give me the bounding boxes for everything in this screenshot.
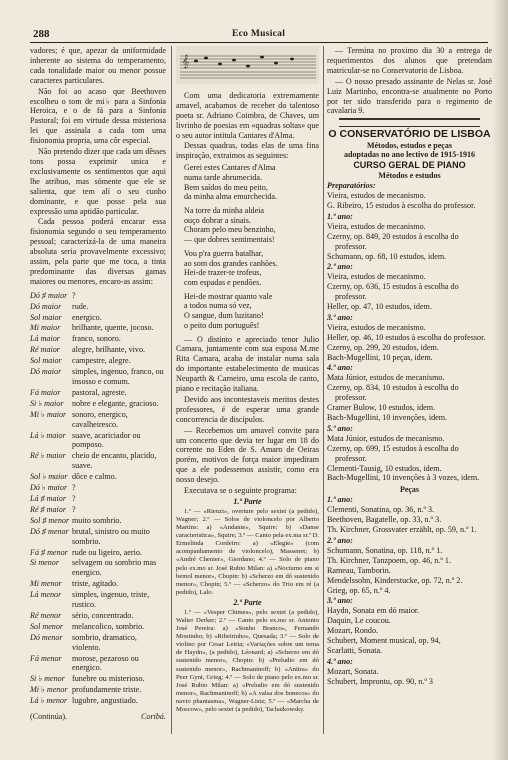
tonality-character: cheio de encanto, placido, suave.	[72, 451, 157, 471]
year-label: 5.º ano:	[327, 423, 353, 433]
column-right	[327, 46, 492, 687]
paragraph: Não pretendo dizer que cada um dêsses tons possa exprimir unica e exclusivamente os sentimentos que aqui lhe atribuo, mas sómente que ele se salienta, que tem alí o seu cunho dominante, e que posse pela sua expressão uma aptidão particular.	[30, 147, 166, 216]
tonality-key: Mi ♭ menor	[30, 685, 68, 695]
tonality-key: Mi ♭ maior	[30, 409, 67, 419]
section-title: O CONSERVATÓRIO DE LISBOA	[328, 128, 491, 141]
tonality-row	[30, 367, 166, 387]
course-item: Daquin, Le coucou.	[327, 616, 391, 626]
verse-line: Gerei estes Cantares d'Alma	[184, 163, 276, 173]
course-item: Schumann, Sonatina, op. 118, n.º 1.	[327, 545, 443, 555]
year-label: 3.º ano:	[327, 312, 353, 322]
tonality-key: Dó maior	[30, 367, 62, 377]
journal-title: Eco Musical	[232, 29, 286, 39]
course-item: Schubert, Improntu, op. 90, n.º 3	[327, 676, 433, 686]
page-header	[0, 28, 508, 42]
tonality-key: Sol ♯ menor	[30, 515, 70, 525]
tonality-row	[30, 410, 166, 430]
verse-line: Hei-de trazer-te trofeus,	[184, 268, 262, 278]
course-item: Haydn, Sonata em dó maior.	[327, 606, 420, 616]
verse-line: numa tarde abrumecida.	[184, 172, 262, 182]
tonality-key: Dó menor	[30, 632, 63, 642]
tonality-key: Dó maior	[30, 301, 62, 311]
course-item: Schubert, Moment musical, op. 94,	[327, 636, 441, 646]
music-score-image	[176, 46, 319, 84]
course-item: Bach-Mugellini, 10 peças, idem.	[327, 352, 433, 362]
tonality-character: brilhante, quente, jocoso.	[72, 323, 154, 333]
year-label: Preparatórios:	[327, 181, 376, 191]
tonality-row	[30, 483, 166, 493]
tonality-key: Mi menor	[30, 579, 62, 589]
tonality-row	[30, 494, 166, 504]
verse-line: com espadas e pendões.	[184, 277, 262, 287]
course-item: Czerny, op. 834, 10 estudos à escolha do professor.	[327, 383, 459, 403]
tonality-character: simples, ingenuo, triste, rustico.	[72, 590, 150, 610]
tonality-key: Lá menor	[30, 590, 62, 600]
course-item: Schumann, op. 68, 10 estudos, idem.	[327, 251, 447, 261]
tonality-character: nobre e elegante, gracioso.	[72, 398, 159, 408]
tonality-row	[30, 654, 166, 674]
paragraph: Devido aos incontestaveis meritos destes professores, é de esperar uma grande concorrencia de discípulos.	[176, 394, 319, 424]
subsection-title: Métodos e estudos	[378, 171, 441, 181]
tonality-character: ?	[72, 493, 76, 503]
paragraph: Com uma dedicatoria extremamente amavel, acabamos de receber do talentoso poeta sr. Adriano Coimbra, de Chaves, um livrinho de poesias em «quadras soltas» que o seu autor intitula Cantares d'Alma.	[176, 90, 319, 140]
tonality-character: ?	[72, 504, 76, 514]
tonality-row	[30, 548, 166, 558]
tonality-row	[30, 527, 166, 547]
tonality-key: Sol ♭ maior	[30, 472, 68, 482]
tonality-row	[30, 313, 166, 323]
svg-text:𝄞: 𝄞	[182, 54, 190, 68]
course-item: G. Ribeiro, 15 estudos à escolha do professor.	[327, 200, 476, 210]
course-item: Mendelssohn, Kinderstucke, op. 72, n.º 2.	[327, 575, 463, 585]
year-label: 2.º ano:	[327, 535, 353, 545]
verse-stanza	[184, 206, 319, 245]
section-subtitle: adoptadas no ano lectivo de 1915-1916	[344, 150, 475, 160]
verse-line: Vou p'ra guerra batalhar,	[184, 248, 264, 258]
tonality-row	[30, 291, 166, 301]
tonality-character: suave, acariciador ou pomposo.	[72, 430, 141, 450]
section-subtitle: Métodos, estudos e peças	[367, 141, 452, 151]
ornamental-rule	[339, 118, 480, 127]
tonality-key: Lá ♭ menor	[30, 696, 68, 706]
course-item: Clementi-Tausig, 10 estudos, idem.	[327, 463, 442, 473]
course-item: Czerny, op. 299, 20 estudos, idem.	[327, 342, 439, 352]
tonality-row	[30, 334, 166, 344]
tonality-key: Lá maior	[30, 334, 60, 344]
course-item: Vieira, estudos de mecanismo.	[327, 221, 426, 231]
course-item: Vieira, estudos de mecanismo.	[327, 191, 426, 201]
course-item: Vieira, estudos de mecanismo.	[327, 322, 426, 332]
tonality-key: Dó ♭ maior	[30, 483, 68, 493]
tonality-row	[30, 685, 166, 695]
tonality-row	[30, 388, 166, 398]
tonality-character: triste, agitado.	[72, 579, 119, 589]
tonality-key: Fá menor	[30, 653, 62, 663]
tonality-key: Fá maior	[30, 387, 61, 397]
tonality-row	[30, 472, 166, 482]
column-divider	[171, 46, 172, 734]
tonality-row	[30, 696, 166, 706]
tonality-character: lugubre, angustiado.	[72, 696, 138, 706]
course-item: Bach-Mugellini, 10 invenções, idem.	[327, 413, 448, 422]
subsection-title: Peças	[399, 485, 420, 495]
tonality-character: funebre ou misterioso.	[72, 674, 145, 684]
tonality-row	[30, 622, 166, 632]
tonality-character: campestre, alegre.	[72, 356, 131, 366]
tonality-key: Ré ♭ maior	[30, 451, 66, 461]
tonality-character: alegre, brilhante, vivo.	[72, 345, 146, 355]
course-item: Czerny, op. 849, 20 estudos à escolha do professor.	[327, 231, 459, 251]
year-label: 1.º ano:	[327, 495, 353, 505]
tonality-key: Lá ♯ maior	[30, 493, 66, 503]
tonality-row	[30, 302, 166, 312]
tonality-row	[30, 633, 166, 653]
tonality-character: profundamente triste.	[72, 685, 142, 695]
tonality-row	[30, 356, 166, 366]
tonality-row	[30, 611, 166, 621]
verse-line: O sangue, dum luzitano!	[184, 311, 264, 321]
tonality-character: simples, ingenuo, franco, ou insosso e comum.	[72, 367, 164, 386]
course-item: Vieira, estudos de mecanismo.	[327, 272, 426, 282]
page-edge-shadow	[492, 0, 508, 760]
tonality-key: Ré ♯ maior	[30, 504, 66, 514]
tonality-key: Fá ♯ menor	[30, 547, 68, 557]
paragraph: Executava se o seguinte programa:	[184, 486, 297, 496]
course-item: Beethoven, Bagatelle, op. 33, n.º 3.	[327, 515, 442, 525]
course-item: Czerny, op. 699, 15 estudos à escolha do professor.	[327, 443, 459, 463]
page-number: 288	[33, 28, 50, 40]
tonality-character: pastoral, agreste.	[72, 387, 127, 397]
course-item: Cramer Bulow, 10 estudos, idem.	[327, 403, 436, 413]
program-text: 1.º — «Rienzi», overture pelo sextet (a pedido), Wagner; 2.º — Solos de violoncelo por Alberto Martins: a) «Andante», Squire: b) «Danse caracteristica», Squire; 3.º — Canto pela ex.ma sr.ª D. Ermelinda Cordeiro: a) «Elegie» (com acompanhamento de violoncelo), Massenet; b) «André Chenier», Giordano; 4.º — Solo de piano pelo ex.mo sr. José Rubio Milan: a) «Nocturno em si bemol menor», Chopin: b) «Scherzo em dó sustenido menor», Chopin; 5.º — «Scherzo» do Trio em ré (a pedido), Lalo.	[176, 507, 319, 596]
verse-line: Bem saídos do meu peito,	[184, 182, 268, 192]
paragraph: vadores; é que, apezar da uniformidade inherente ao sistema do temperamento, cada tonalidade maior ou menor possue caracteres particulares.	[30, 46, 166, 85]
verse-line: a todos numa só vez,	[184, 301, 252, 311]
year-label: 4.º ano:	[327, 363, 353, 373]
tonality-character: ?	[72, 290, 76, 300]
course-item: Grieg, op. 65, n.º 4.	[327, 585, 391, 595]
course-item: Th. Kirchner, Grossvater erzählt, op. 59, n.º 1.	[327, 525, 477, 535]
course-item: Mata Júnior, estudos de mecanismo.	[327, 433, 445, 443]
tonality-character: brutal, sinistro ou muito sombrio.	[72, 526, 150, 546]
tonality-row	[30, 558, 166, 578]
program-part-title: 2.ª Parte	[233, 597, 262, 607]
tonality-row	[30, 505, 166, 515]
tonality-key: Dó ♯ maior	[30, 290, 68, 300]
verse-line: Hei-de mostrar quanto vale	[184, 291, 273, 301]
verse-stanza	[184, 163, 319, 202]
tonality-list	[30, 291, 166, 706]
course-item: Scarlatti, Sonata.	[327, 645, 383, 655]
verse-stanza	[184, 292, 319, 331]
verse-line: Choram pelo meu benzinho,	[184, 225, 276, 235]
tonality-character: ?	[72, 483, 76, 493]
tonality-row	[30, 323, 166, 333]
year-label: 4.º ano:	[327, 656, 353, 666]
course-item: Bach-Mugellini, 10 invenções à 3 vozes, idem.	[327, 473, 480, 483]
course-item: Th. Kirchner, Tanzpoem, op. 46, n.º 1.	[327, 555, 451, 565]
tonality-character: dôce e calmo.	[72, 472, 117, 482]
verse-line: Na torre da minha aldeia	[184, 206, 265, 216]
tonality-character: rude.	[72, 301, 89, 311]
column-middle	[176, 46, 319, 715]
tonality-row	[30, 345, 166, 355]
paragraph: — Recebemos um amavel convite para um concerto que devia ter lugar em 18 do corrente no Eden de S. Amaro de Oeiras porém, motivos de força maior impediram que a ele podessemos assistir, como era nosso desejo.	[176, 425, 319, 485]
tonality-row	[30, 674, 166, 684]
tonality-character: selvagem ou sombrio mas energico.	[72, 558, 157, 578]
verse-stanza	[184, 249, 319, 288]
paragraph: Cada pessoa poderá encarar essa fisionomia segundo o seu temperamento pessoal; caracterizá-la de uma maneira absoluta seria provavelmente excessivo; assim, pela parte que me toca, a tinta predominante das diversas gamas maiores ou menores, encaro-as assim:	[30, 217, 166, 286]
verse-line: o peito dum português!	[184, 320, 260, 330]
methods-by-year	[327, 212, 492, 483]
column-left	[30, 46, 166, 722]
tonality-key: Sol menor	[30, 621, 64, 631]
tonality-character: franco, sonoro.	[72, 334, 121, 344]
course-item: Czerny, op. 636, 15 estudos à escolha do professor.	[327, 282, 459, 302]
tonality-key: Mi maior	[30, 323, 61, 333]
tonality-character: muito sombrio.	[72, 515, 122, 525]
course-item: Heller, op. 46, 10 estudos à escolha do professor.	[327, 332, 486, 342]
course-item: Mozart, Rondo.	[327, 626, 379, 636]
paragraph: Não foi ao acaso que Beethoven escolheu o tom de mi♭ para a Sinfonia Heroica, e o de fá para a Sinfonia Pastoral; foi em virtude dessa misteriosa lei que assinala a cada tom uma fisionomia propria, uma côr especial.	[30, 86, 166, 146]
tonality-row	[30, 451, 166, 471]
paragraph: Dessas quadras, todas elas de uma fina inspiração, extraimos as seguintes:	[176, 141, 319, 161]
tonality-row	[30, 431, 166, 451]
paragraph: — O distinto e apreciado tenor Julio Camara, juntamente com sua esposa M.me Rita Camara, acaba de instalar numa sala do importante estabelecimento de musicas Neuparth & Carneiro, uma escola de canto, piano e recitação italiana.	[176, 334, 319, 394]
tonality-character: morose, pezaroso ou energico.	[72, 653, 139, 673]
verse-line: ao som dos grandes canhões.	[184, 258, 278, 268]
tonality-key: Ré menor	[30, 610, 62, 620]
course-item: Rameau, Tamborin.	[327, 565, 391, 575]
tonality-key: Si ♭ menor	[30, 674, 65, 684]
program-part-title: 1.ª Parte	[233, 497, 262, 506]
verse-line: da minha alma emurchecida.	[184, 192, 278, 202]
verse-line: ouço dobrar a sinais.	[184, 215, 251, 225]
course-item: Heller, op. 47, 10 estudos, idem.	[327, 302, 432, 312]
course-item: Mozart, Sonata.	[327, 666, 379, 676]
tonality-key: Si ♭ maior	[30, 398, 64, 408]
tonality-key: Si menor	[30, 558, 59, 568]
tonality-row	[30, 399, 166, 409]
tonality-character: sombrio, dramatico, violento.	[72, 632, 137, 652]
tonality-key: Lá ♭ maior	[30, 430, 66, 440]
tonality-character: energico.	[72, 312, 102, 322]
verse-line: — que dobres sentimentais!	[184, 235, 275, 245]
tonality-row	[30, 579, 166, 589]
column-divider	[323, 46, 324, 734]
tonality-character: sério, concentrado.	[72, 610, 134, 620]
course-item: Mata Júnior, estudos de mecanismo.	[327, 373, 445, 383]
year-label: 1.º ano:	[327, 211, 353, 221]
paragraph: — Termina no proximo dia 30 a entrega de requerimentos dos alunos que pretendam matricular-se no Conservatorio de Lisboa.	[327, 46, 492, 75]
program-text: 1.º — «Vesper Chimes», pelo sextet (a pedido), Walter Derker; 2.º — Canto pelo ex.mo sr. Antonio José Pereira: a) «Sonho Branco», Fernando Moutinho; b) «Ribeirinho», Quesada; 3.º — Solo de violino por Cesar Leiria; «Variações sobre um tema de Haydn», (a pedido), Léonard; a) «Scherzo em dó sustenido menor», Chopin: b) «Preludio em dó sustenido menor», Rachmaninoff; b) «Anitra» do Peer Gynt, Grieg; 4.º — Solo de piano pelo ex.mo sr. José Rubio Milan: a) «Preludio em dó sustenido menor», Rachmaninoff; b) «A valsa dos bonecos» do navio phantasma», Wagner-Listz; 5.º — «Marcha de Moscow», pelo sextet (a pedido), Tachaikowsky.	[176, 608, 319, 713]
course-item: Clementi, Sonatina, op. 36, n.º 3.	[327, 505, 435, 515]
tonality-key: Ré maior	[30, 345, 60, 355]
tonality-key: Sol maior	[30, 356, 62, 366]
tonality-row	[30, 516, 166, 526]
tonality-key: Sol maior	[30, 312, 62, 322]
continued-note: (Continúa).	[30, 712, 68, 722]
tonality-character: rude ou ligeiro, aerio.	[72, 547, 142, 557]
year-label: 3.º ano:	[327, 596, 353, 606]
pieces-by-year	[327, 495, 492, 686]
paragraph: — O nosso presado assinante de Nelas sr. José Luiz Martinho, encontra-se atualmente no Porto por ter sido transferido para o regimento de cavalaria 9.	[327, 76, 492, 116]
author-signature: Coribá.	[141, 712, 166, 722]
tonality-character: sonoro, energico, cavalheiresco.	[72, 409, 128, 429]
tonality-character: melancolico, sombrio.	[72, 621, 145, 631]
header-rule	[30, 42, 488, 43]
tonality-row	[30, 590, 166, 610]
year-label: 2.º ano:	[327, 262, 353, 272]
tonality-key: Dó ♯ menor	[30, 526, 69, 536]
course-title: CURSO GERAL DE PIANO	[353, 160, 466, 171]
